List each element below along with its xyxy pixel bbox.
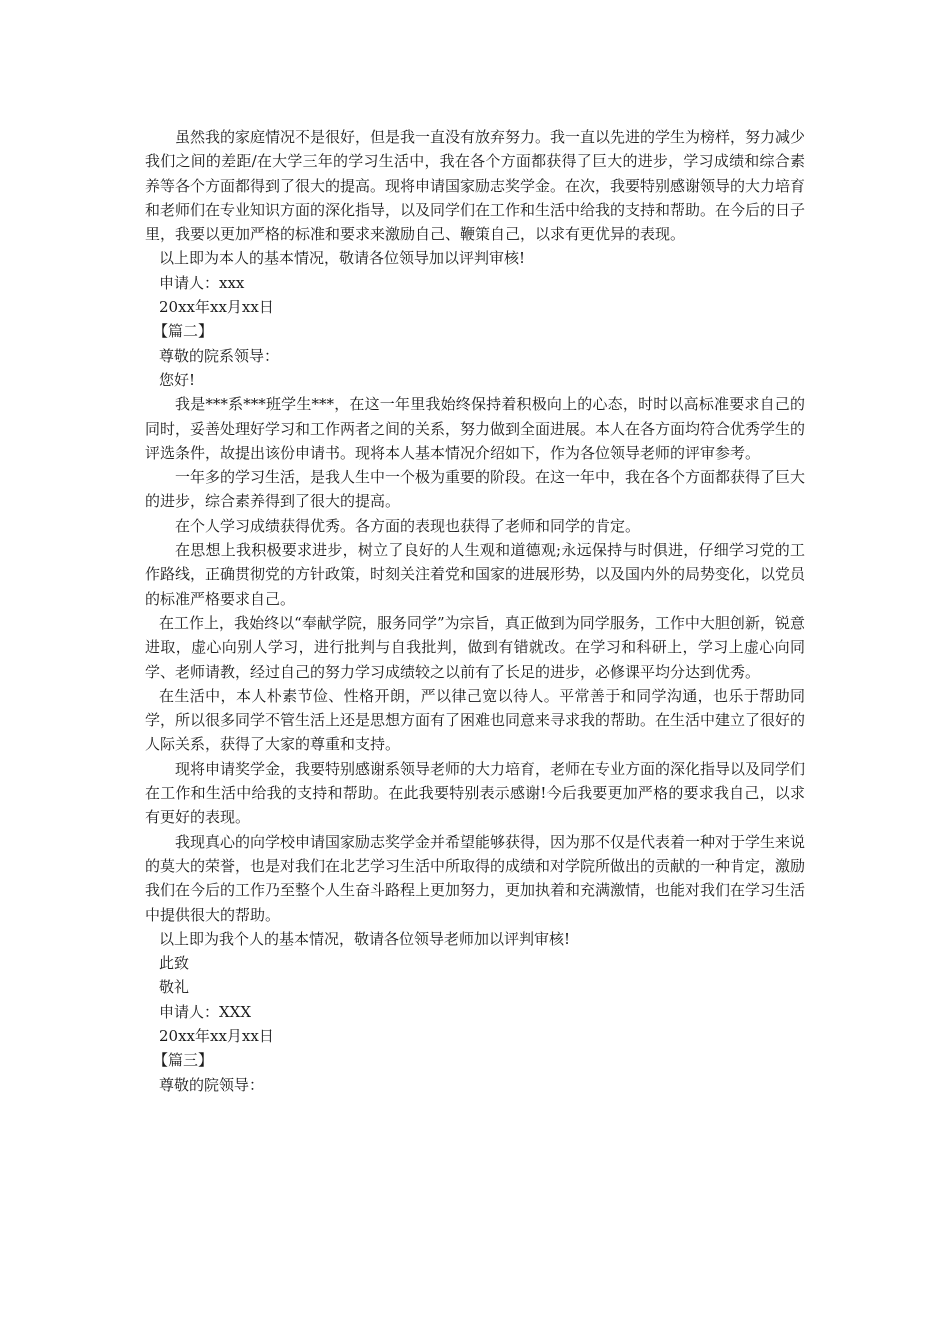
salutation-3: 尊敬的院领导： (159, 1075, 265, 1094)
paragraph-application: 我现真心的向学校申请国家励志奖学金并希望能够获得，因为那不仅是代表着一种对于学生来说的莫大的荣誉，也是对我们在北艺学习生活中所取得的成绩和对学院所做出的贡献的一种肯定，激励我们在今后的工作乃至整个人生奋斗路程上更加努力，更加执着和充满激情，也能对我们在学习生活中提供很大的帮助。 (145, 832, 806, 924)
paragraph-study-life: 一年多的学习生活，是我人生中一个极为重要的阶段。在这一年中，我在各个方面都获得了巨大的进步，综合素养得到了很大的提高。 (145, 468, 806, 511)
section-heading-2: 【篇二】 (153, 322, 214, 341)
date-2: 20xx年xx月xx日 (159, 1026, 274, 1045)
closing-statement-2: 以上即为我个人的基本情况，敬请各位领导老师加以评判审核! (159, 929, 571, 948)
paragraph-ideology: 在思想上我积极要求进步，树立了良好的人生观和道德观;永远保持与时俱进，仔细学习党的工作路线，正确贯彻党的方针政策，时刻关注着党和国家的进展形势，以及国内外的局势变化，以党员的标准严格要求自己。 (145, 541, 806, 608)
closing-cizhi: 此致 (159, 954, 190, 973)
greeting-2: 您好! (159, 370, 196, 389)
paragraph-academic: 在个人学习成绩获得优秀。各方面的表现也获得了老师和同学的肯定。 (175, 516, 641, 535)
paragraph-introduction: 我是***系***班学生***，在这一年里我始终保持着积极向上的心态，时时以高标准要求自己的同时，妥善处理好学习和工作两者之间的关系，努力做到全面进展。本人在各方面均符合优秀学生的评选条件，故提出该份申请书。现将本人基本情况介绍如下，作为各位领导老师的评审参考。 (145, 395, 806, 462)
date-1: 20xx年xx月xx日 (159, 298, 274, 317)
document-body (145, 125, 805, 1097)
section-heading-3: 【篇三】 (153, 1051, 214, 1070)
paragraph-thanks: 现将申请奖学金，我要特别感谢系领导老师的大力培育，老师在专业方面的深化指导以及同学们在工作和生活中给我的支持和帮助。在此我要特别表示感谢!今后我要更加严格的要求我自己，以求有更好的表现。 (145, 759, 806, 827)
paragraph-family-situation: 虽然我的家庭情况不是很好，但是我一直没有放弃努力。我一直以先进的学生为榜样，努力减少我们之间的差距/在大学三年的学习生活中，我在各个方面都获得了巨大的进步，学习成绩和综合素养等各个方面都得到了很大的提高。现将申请国家励志奖学金。在次，我要特别感谢领导的大力培育和老师们在专业知识方面的深化指导，以及同学们在工作和生活中给我的支持和帮助。在今后的日子里，我要以更加严格的标准和要求来激励自己、鞭策自己，以求有更优异的表现。 (145, 128, 806, 244)
closing-statement-1: 以上即为本人的基本情况，敬请各位领导加以评判审核! (159, 249, 526, 268)
paragraph-work: 在工作上，我始终以“奉献学院，服务同学”为宗旨，真正做到为同学服务，工作中大胆创新，锐意进取，虚心向别人学习，进行批判与自我批判，做到有错就改。在学习和科研上，学习上虚心向同学、老师请教，经过自己的努力学习成绩较之以前有了长足的进步，必修课平均分达到优秀。 (145, 613, 805, 681)
salutation-2: 尊敬的院系领导： (159, 346, 280, 365)
paragraph-life: 在生活中，本人朴素节俭、性格开朗，严以律己宽以待人。平常善于和同学沟通，也乐于帮助同学，所以很多同学不管生活上还是思想方面有了困难也同意来寻求我的帮助。在生活中建立了很好的人际关系，获得了大家的尊重和支持。 (145, 686, 806, 754)
applicant-signature-2: 申请人：XXX (159, 1002, 252, 1021)
closing-jingli: 敬礼 (159, 978, 190, 997)
applicant-signature-1: 申请人：xxx (159, 273, 245, 292)
